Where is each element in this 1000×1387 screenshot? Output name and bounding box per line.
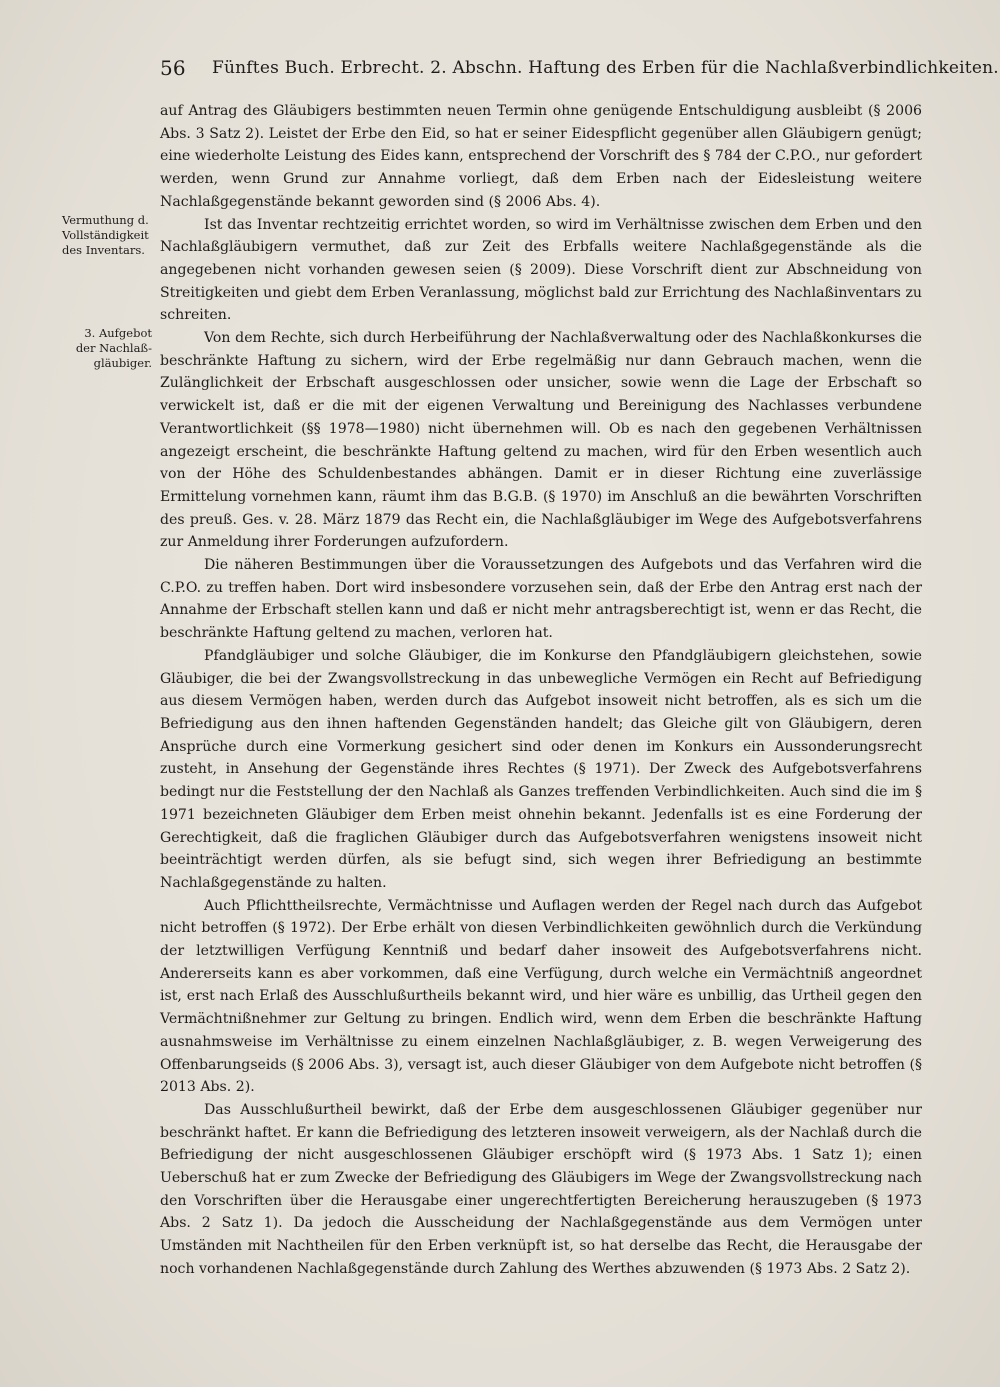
paragraph: Ist das Inventar rechtzeitig errichtet worden, so wird im Verhältnisse zwischen dem Erben und den Nachlaßgläubigern vermuthet, daß zur Zeit des Erbfalls weitere Nachlaßgegenstände als die angegebenen nicht vorhanden gewesen seien (§ 2009). Diese Vorschrift dient zur Abschneidung von Streitigkeiten und giebt dem Erben Veranlassung, möglichst bald zur Errichtung des Nachlaßinventars zu schreiten. xyxy=(160,216,922,324)
running-header xyxy=(160,56,999,84)
paragraph: Auch Pflichttheilsrechte, Vermächtnisse und Auflagen werden der Regel nach durch das Aufgebot nicht betroffen (§ 1972). Der Erbe erhält von diesen Verbindlichkeiten gewöhnlich durch die Verkündung der letztwilligen Verfügung Kenntniß und bedarf daher insoweit des Aufgebotsverfahrens nicht. Andererseits kann es aber vorkommen, daß eine Verfügung, durch welche ein Vermächtniß angeordnet ist, erst nach Erlaß des Ausschlußurtheils bekannt wird, und hier wäre es unbillig, das Urtheil gegen den Vermächtnißnehmer zur Geltung zu bringen. Endlich wird, wenn dem Erben die beschränkte Haftung ausnahmsweise im Verhältnisse zu einem einzelnen Nachlaßgläubiger, z. B. wegen Verweigerung des Offenbarungseids (§ 2006 Abs. 3), versagt ist, auch dieser Gläubiger von dem Aufgebote nicht betroffen (§ 2013 Abs. 2). xyxy=(160,897,922,1096)
paragraph: Das Ausschlußurtheil bewirkt, daß der Erbe dem ausgeschlossenen Gläubiger gegenüber nur beschränkt haftet. Er kann die Befriedigung des letzteren insoweit verweigern, als der Nachlaß durch die Befriedigung der nicht ausgeschlossenen Gläubiger erschöpft wird (§ 1973 Abs. 1 Satz 1); einen Ueberschuß hat er zum Zwecke der Befriedigung des Gläubigers im Wege der Zwangsvollstreckung nach den Vorschriften über die Herausgabe einer ungerechtfertigten Bereicherung herauszugeben (§ 1973 Abs. 2 Satz 1). Da jedoch die Ausscheidung der Nachlaßgegenstände aus dem Vermögen unter Umständen mit Nachtheilen für den Erben verknüpft ist, so hat derselbe das Recht, die Herausgabe der noch vorhandenen Nachlaßgegenstände durch Zahlung des Werthes abzuwenden (§ 1973 Abs. 2 Satz 2). xyxy=(160,1101,922,1277)
paragraph: auf Antrag des Gläubigers bestimmten neuen Termin ohne genügende Entschuldigung ausbleibt (§ 2006 Abs. 3 Satz 2). Leistet der Erbe den Eid, so hat er seiner Eidespflicht gegenüber allen Gläubigern genügt; eine wiederholte Leistung des Eides kann, entsprechend der Vorschrift des § 784 der C.P.O., nur gefordert werden, wenn Grund zur Annahme vorliegt, daß dem Erben nach der Eidesleistung weitere Nachlaßgegenstände bekannt geworden sind (§ 2006 Abs. 4). xyxy=(160,103,922,210)
main-text xyxy=(160,100,922,1281)
sidenote-vermuthung: Vermuthung d. Vollständigkeit des Inventars. xyxy=(62,213,149,257)
running-title: Fünftes Buch. Erbrecht. 2. Abschn. Haftung des Erben für die Nachlaßverbindlichkeiten. xyxy=(212,58,999,78)
paragraph: Die näheren Bestimmungen über die Voraussetzungen des Aufgebots und das Verfahren wird die C.P.O. zu treffen haben. Dort wird insbesondere vorzusehen sein, daß der Erbe den Antrag erst nach der Annahme der Erbschaft stellen kann und daß er nicht mehr antragsberechtigt ist, wenn er das Recht, die beschränkte Haftung geltend zu machen, verloren hat. xyxy=(160,557,922,642)
sidenote-aufgebot: 3. Aufgebot der Nachlaß- gläubiger. xyxy=(75,326,152,370)
paragraph: Pfandgläubiger und solche Gläubiger, die im Konkurse den Pfandgläubigern gleichstehen, sowie Gläubiger, die bei der Zwangsvollstreckung in das unbewegliche Vermögen ein Recht auf Befriedigung aus diesem Vermögen haben, werden durch das Aufgebot insoweit nicht betroffen, als es sich um die Befriedigung aus den ihnen haftenden Gegenständen handelt; das Gleiche gilt von Gläubigern, deren Ansprüche durch eine Vormerkung gesichert sind oder denen im Konkurs ein Aussonderungsrecht zusteht, in Ansehung der Gegenstände ihres Rechtes (§ 1971). Der Zweck des Aufgebotsverfahrens bedingt nur die Feststellung der den Nachlaß als Ganzes treffenden Verbindlichkeiten. Auch sind die im § 1971 bezeichneten Gläubiger dem Erben meist ohnehin bekannt. Jedenfalls ist es eine Forderung der Gerechtigkeit, daß die fraglichen Gläubiger durch das Aufgebotsverfahren wenigstens insoweit nicht beeinträchtigt werden dürfen, als sie befugt sind, sich wegen ihrer Befriedigung an bestimmte Nachlaßgegenstände zu halten. xyxy=(160,647,922,891)
paragraph: Von dem Rechte, sich durch Herbeiführung der Nachlaßverwaltung oder des Nachlaßkonkurses die beschränkte Haftung zu sichern, wird der Erbe regelmäßig nur dann Gebrauch machen, wenn die Zulänglichkeit der Erbschaft ausgeschlossen oder unsicher, sowie wenn die Lage der Erbschaft so verwickelt ist, daß er die mit der eigenen Verwaltung und Bereinigung des Nachlasses verbundene Verantwortlichkeit (§§ 1978—1980) nicht übernehmen will. Ob es nach den gegebenen Verhältnissen angezeigt erscheint, die beschränkte Haftung geltend zu machen, wird für den Erben wesentlich auch von der Höhe des Schuldenbestandes abhängen. Damit er in dieser Richtung eine zuverlässige Ermittelung vornehmen kann, räumt ihm das B.G.B. (§ 1970) im Anschluß an die bewährten Vorschriften des preuß. Ges. v. 28. März 1879 das Recht ein, die Nachlaßgläubiger im Wege des Aufgebotsverfahrens zur Anmeldung ihrer Forderungen aufzufordern. xyxy=(160,330,922,551)
page-number: 56 xyxy=(160,56,186,80)
